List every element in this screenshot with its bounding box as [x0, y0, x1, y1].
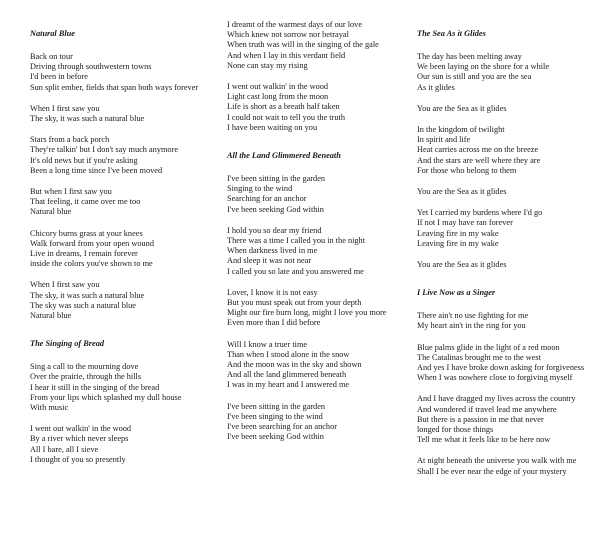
lyric-line: All I bare, all I sieve: [30, 444, 99, 454]
lyric-line: That feeling, it came over me too: [30, 197, 141, 207]
lyric-line: There was a time I called you in the night: [227, 236, 366, 246]
lyric-line: I could not wait to tell you the truth: [227, 112, 345, 122]
lyric-line: I've been searching for an anchor: [227, 422, 337, 432]
stanza: [417, 260, 597, 270]
lyric-line: My heart ain't in the ring for you: [417, 321, 526, 331]
lyric-line: You are the Sea as it glides: [417, 103, 507, 113]
lyric-line: And all the land glimmered beneath: [227, 370, 347, 380]
lyric-line: With music: [30, 403, 69, 413]
lyric-line: Life is short as a breath half taken: [227, 102, 340, 112]
lyric-line: I've been seeking God within: [227, 204, 324, 214]
lyric-line: Heat carries across me on the breeze: [417, 145, 539, 155]
lyric-line: Natural blue: [30, 207, 72, 217]
lyric-line: inside the colors you've shown to me: [30, 259, 153, 269]
lyric-line: There ain't no use fighting for me: [417, 311, 529, 321]
lyric-line: Than when I stood alone in the snow: [227, 349, 350, 359]
lyric-line: In the kingdom of twilight: [417, 125, 505, 135]
song-block: [227, 150, 417, 442]
lyric-line: I've been sitting in the garden: [227, 401, 326, 411]
lyric-line: longed for those things: [417, 425, 494, 435]
lyric-line: Driving through southwestern towns: [30, 62, 152, 72]
lyric-line: Been a long time since I've been moved: [30, 165, 163, 175]
lyric-line: Over the prairie, through the hills: [30, 372, 142, 382]
lyric-line: When I was nowhere close to forgiving myself: [417, 373, 573, 383]
lyric-line: And wondered if travel lead me anywhere: [417, 404, 557, 414]
lyric-line: I'd been in before: [30, 72, 88, 82]
lyric-line: Even more than I did before: [227, 318, 321, 328]
lyric-line: Natural blue: [30, 311, 72, 321]
lyric-line: Lover, I know it is not easy: [227, 287, 318, 297]
lyric-line: When I first saw you: [30, 103, 100, 113]
stanza: [417, 456, 597, 476]
lyric-line: Stars from a back porch: [30, 135, 110, 145]
lyric-line: I have been waiting on you: [227, 122, 318, 132]
stanza: [227, 402, 417, 443]
lyric-line: Walk forward from your open wound: [30, 238, 154, 248]
lyric-line: And the moon was in the sky and shown: [227, 360, 362, 370]
lyric-line: We been laying on the shore for a while: [417, 62, 550, 72]
stanza: [30, 280, 220, 321]
lyric-line: But there is a passion in me that never: [417, 414, 544, 424]
lyric-line: I've been seeking God within: [227, 432, 324, 442]
song-block: [417, 28, 597, 270]
lyric-line: At night beneath the universe you walk with me: [417, 456, 577, 466]
lyric-line: I went out walkin' in the wood: [30, 424, 132, 434]
lyric-line: When truth was will in the singing of the gale: [227, 40, 379, 50]
song-block: [30, 28, 220, 321]
lyric-line: You are the Sea as it glides: [417, 187, 507, 197]
lyric-line: If not I may have ran forever: [417, 218, 513, 228]
lyric-line: I thought of you so presently: [30, 454, 126, 464]
stanza: [30, 229, 220, 270]
lyrics-column-3: [417, 28, 597, 494]
lyric-line: Blue palms glide in the light of a red moon: [417, 342, 560, 352]
lyric-line: Our sun is still and you are the sea: [417, 72, 532, 82]
song-title: Natural Blue: [30, 29, 75, 38]
stanza: [227, 288, 417, 329]
lyric-line: I was in my heart and I answered me: [227, 380, 350, 390]
lyric-line: When I first saw you: [30, 280, 100, 290]
lyric-line: As it glides: [417, 82, 455, 92]
lyric-line: When darkness lived in me: [227, 246, 318, 256]
lyric-line: I called you so late and you answered me: [227, 266, 364, 276]
stanza: [227, 174, 417, 215]
stanza: [30, 424, 220, 465]
lyric-line: For those who belong to them: [417, 165, 517, 175]
song-block: [417, 287, 597, 477]
lyric-line: The day has been melting away: [417, 52, 522, 61]
lyric-line: And when I lay in this verdant field: [227, 50, 346, 60]
lyric-line: And the stars are well where they are: [417, 155, 541, 165]
stanza: [227, 226, 417, 277]
lyric-line: And yes I have broke down asking for forgiveness: [417, 363, 585, 373]
lyric-line: Tell me what it feels like to be here now: [417, 435, 551, 445]
stanza: [30, 135, 220, 176]
lyric-line: Searching for an anchor: [227, 194, 307, 204]
song-title: The Sea As it Glides: [417, 29, 486, 38]
lyric-line: Might our fire burn long, might I love you more: [227, 308, 387, 318]
stanza: [227, 20, 417, 71]
lyric-line: In spirit and life: [417, 135, 471, 145]
lyric-line: I hear it still in the singing of the bread: [30, 382, 160, 392]
lyric-line: Singing to the wind: [227, 184, 293, 194]
lyric-line: Leaving fire in my wake: [417, 238, 499, 248]
stanza: [417, 394, 597, 445]
lyric-line: From your lips which splashed my dull house: [30, 392, 182, 402]
lyric-line: None can stay my rising: [227, 60, 308, 70]
lyric-line: Back on tour: [30, 52, 73, 61]
lyric-line: The sky, it was such a natural blue: [30, 290, 145, 300]
stanza: [417, 208, 597, 249]
stanza: [417, 52, 597, 93]
lyric-line: Will I know a truer time: [227, 339, 308, 349]
stanza: [417, 311, 597, 331]
lyric-line: Chicory burns grass at your knees: [30, 228, 143, 238]
song-block: [227, 20, 417, 133]
stanza: [417, 343, 597, 384]
lyric-line: And sleep it was not near: [227, 256, 312, 266]
lyric-line: Shall I be ever near the edge of your mystery: [417, 466, 567, 476]
lyric-line: Sun split ember, fields that span both ways forever: [30, 82, 199, 92]
lyric-line: I dreamt of the warmest days of our love: [227, 20, 363, 29]
lyric-line: It's old news but if you're asking: [30, 155, 138, 165]
lyric-line: I've been sitting in the garden: [227, 174, 326, 184]
song-title: All the Land Glimmered Beneath: [227, 151, 341, 161]
lyric-line: But when I first saw you: [30, 187, 112, 197]
lyric-line: By a river which never sleeps: [30, 434, 129, 444]
lyric-line: The sky was such a natural blue: [30, 300, 136, 310]
lyrics-column-1: [30, 28, 220, 482]
lyric-line: And I have dragged my lives across the country: [417, 394, 576, 404]
stanza: [227, 340, 417, 391]
stanza: [30, 104, 220, 124]
lyric-line: The Catalinas brought me to the west: [417, 352, 541, 362]
lyric-line: I hold you so dear my friend: [227, 225, 322, 235]
stanza: [417, 104, 597, 114]
lyric-line: They're talkin' but I don't say much anymore: [30, 145, 179, 155]
lyric-line: The sky, it was such a natural blue: [30, 114, 145, 124]
lyric-line: Leaving fire in my wake: [417, 228, 499, 238]
lyric-line: Live in dreams, I remain forever: [30, 249, 138, 259]
stanza: [30, 362, 220, 413]
stanza: [30, 52, 220, 93]
lyric-line: You are the Sea as it glides: [417, 260, 507, 270]
stanza: [417, 125, 597, 176]
lyric-line: Which knew not sorrow nor betrayal: [227, 30, 349, 40]
lyric-line: Light cast long from the moon: [227, 92, 329, 102]
song-title: I Live Now as a Singer: [417, 288, 496, 298]
stanza: [30, 187, 220, 218]
song-block: [30, 338, 220, 465]
lyric-line: I went out walkin' in the wood: [227, 82, 329, 92]
stanza: [417, 187, 597, 197]
stanza: [227, 82, 417, 133]
lyric-line: I've been singing to the wind: [227, 411, 323, 421]
lyric-line: But you must speak out from your depth: [227, 298, 362, 308]
lyric-line: Sing a call to the mourning dove: [30, 362, 139, 372]
lyric-line: Yet I carried my burdens where I'd go: [417, 208, 543, 218]
song-title: The Singing of Bread: [30, 339, 104, 349]
lyrics-column-2: [227, 20, 417, 460]
